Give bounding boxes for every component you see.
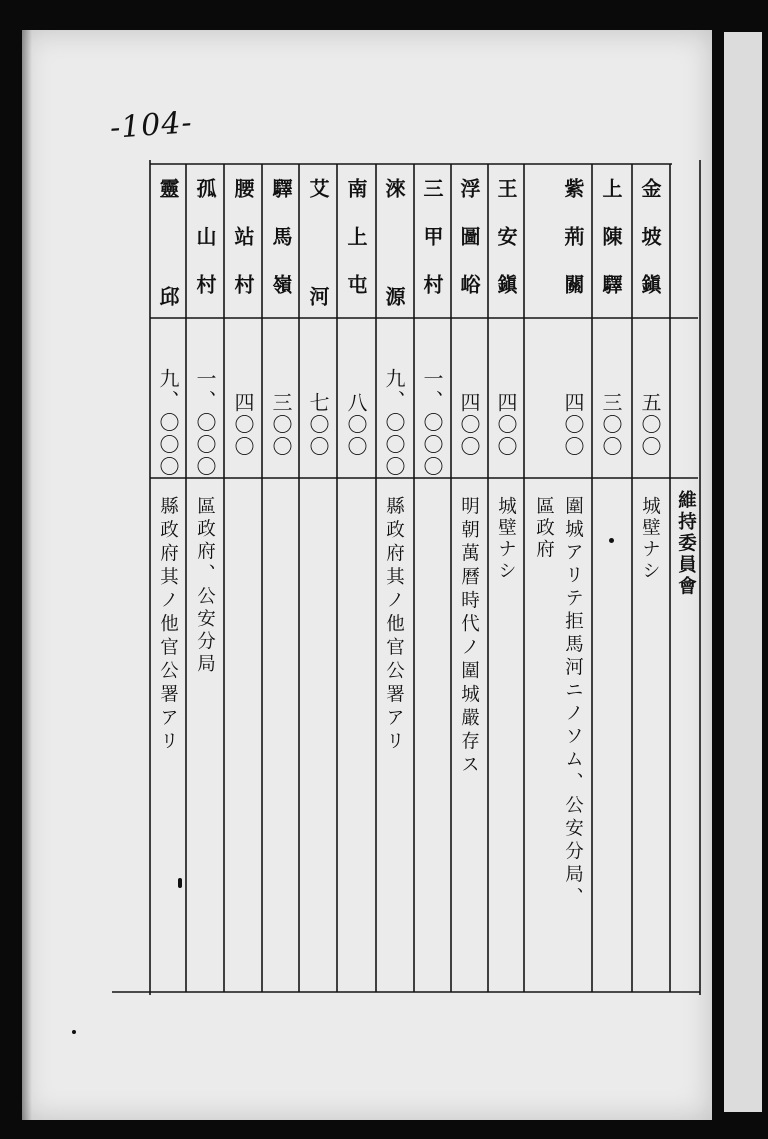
population: 四〇〇 xyxy=(457,392,481,458)
population: 三〇〇 xyxy=(269,392,293,458)
note-secondary: 區政府 xyxy=(533,496,555,561)
note: 縣政府其ノ他官公署アリ xyxy=(383,496,405,755)
place-name: 孤山村 xyxy=(193,178,217,322)
population: 九、〇〇〇 xyxy=(382,368,406,478)
population: 九、〇〇〇 xyxy=(156,368,180,478)
place-name: 三甲村 xyxy=(420,178,444,322)
place-name: 腰站村 xyxy=(231,178,255,322)
population: 四〇〇 xyxy=(494,392,518,458)
header-note: 維持委員會 xyxy=(675,490,697,598)
ink-mark xyxy=(178,878,182,888)
page-number: -104- xyxy=(108,105,194,146)
ink-speck xyxy=(72,1030,76,1034)
place-name: 紫荊關 xyxy=(561,178,585,322)
place-name: 王安鎭 xyxy=(494,178,518,322)
ink-dot xyxy=(609,538,614,543)
place-name: 浮圖峪 xyxy=(457,178,481,322)
note: 城壁ナシ xyxy=(639,496,661,582)
place-name: 淶源 xyxy=(382,178,406,394)
population: 四〇〇 xyxy=(231,392,255,458)
note: 明朝萬曆時代ノ圍城嚴存ス xyxy=(458,496,480,778)
population: 七〇〇 xyxy=(306,392,330,458)
population: 八〇〇 xyxy=(344,392,368,458)
place-name: 靈邱 xyxy=(156,178,180,394)
population: 五〇〇 xyxy=(638,392,662,458)
place-name: 驛馬嶺 xyxy=(269,178,293,322)
place-name: 艾河 xyxy=(306,178,330,394)
note: 縣政府其ノ他官公署アリ xyxy=(157,496,179,755)
population: 四〇〇 xyxy=(561,392,585,458)
place-name: 金坡鎭 xyxy=(638,178,662,322)
place-name: 上陳驛 xyxy=(599,178,623,322)
population: 一、〇〇〇 xyxy=(420,368,444,478)
place-name: 南上屯 xyxy=(344,178,368,322)
population: 三〇〇 xyxy=(599,392,623,458)
note: 圍城アリテ拒馬河ニノソム、公安分局、 xyxy=(562,496,584,910)
note: 城壁ナシ xyxy=(495,496,517,582)
population: 一、〇〇〇 xyxy=(193,368,217,478)
note: 區政府、公安分局 xyxy=(194,496,216,676)
